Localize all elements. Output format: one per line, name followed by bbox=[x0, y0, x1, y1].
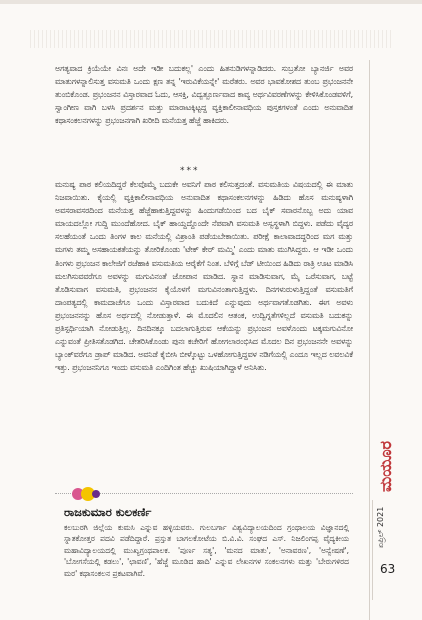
margin-rule-2 bbox=[372, 500, 373, 600]
page-number: 63 bbox=[380, 562, 396, 576]
magazine-logo: ಮಯೂರ bbox=[376, 440, 395, 492]
paragraph-text: ಅಗತ್ಯವಾದ ಕ್ರಿಯೆಯೇ ವಿನಃ ಅದೇ ಇಡೀ ಬದುಕಲ್ಲ' ಎಂದು ಹಿತನುಡಿಗಳನ್ನಾಡಿದರು. ಸುಬ್ರತೋ ಬ್ಯಾನರ್ಜಿ ಅವರ ಮಾತುಗಳನ್ನಾಲಿಸುತ್ತ ವಸುಮತಿ ಒಂದು ಕ್ಷಣ ತನ್ನ 'ಇರುವಿಕೆಯನ್ನೇ' ಮರೆತರು. ಅವರ ಭಾವಕೋಶದ ತುಂಬ ಪ್ರಭಂಜನನೇ ತುಂಬಿಕೊಂಡ. ಪ್ರಭಂಜನನ ವಿಸ್ತಾರವಾದ ಓದು, ಆಸಕ್ತಿ, ವಿದ್ವತ್ಪೂರ್ಣವಾದ ಕಾವ್ಯ ಅರ್ಥವಿವರಣೆಗಳನ್ನು ಕೇಳಿಸಿಕೊಂಡವಳಿಗೆ, ಸ್ವಾಂಗೀಣ ವಾಗಿ ಬಳಸಿ ಪ್ರದರ್ಶನ ಮತ್ತು ಮಾರಾಟಕ್ಕಿಟ್ಟದ್ದ ವ್ಯಕ್ತಿಕಾಲೀನಾವಧಿಯ ಪುಸ್ತಕಗಳಂತೆ ಎಂದು ಅನುವಾದಿತ ಕಥಾಸಂಕಲನಗಳನ್ನು ಪ್ರಭಂಜನಗಾಗಿ ಖರೀದಿ ಮನೆಯತ್ತ ಹೆಜ್ಜೆ ಹಾಕಿದರು. bbox=[55, 64, 353, 126]
top-border bbox=[0, 0, 422, 4]
paragraph-text: ಮನುಷ್ಯ ಪಾಠ ಕಲಿಯದಿದ್ದರೆ ಕೆಲವೊಮ್ಮೆ ಬದುಕೇ ಅವನಿಗೆ ಪಾಠ ಕಲಿಸುತ್ತದಂತೆ. ವಸುಮತಿಯ ವಿಷಯದಲ್ಲಿ ಈ ಮಾತು ನಿಜವಾಯಿತು. ಕೈಯಲ್ಲಿ ವ್ಯಕ್ತಿಕಾಲೀನಾವಧಿಯ ಅನುವಾದಿತ ಕಥಾಸಂಕಲನಗಳನ್ನು ಹಿಡಿದು ಹೊಸ ಮನುಷ್ಯಳಾಗಿ ಅವಸರಾವಸರದಿಂದ ಮನೆಯತ್ತ ಹೆಜ್ಜೆಹಾಕುತ್ತಿದ್ದವಳನ್ನು ಹಿಂದುಗಡೆಯಿಂದ ಬದ ಬೈಕ್ ಸವಾರನೊಬ್ಬ ಅದು ಯಾವ ಮಾಯದಲ್ಲೋ ಗುದ್ದಿ ಮುಂದೆಹೋದ. ಬೈಕ್ ಹಾಯ್ದದ್ದೊಂದೇ ನೆಪವಾಗಿ ವಸುಮತಿ ಅಸ್ವಸ್ಥಳಾಗಿ ಬಿದ್ದಳು. ಪಡೆದು ವೈದ್ಯರ ಸಲಹೆಯಂತೆ ಒಂದು ತಿಂಗಳ ಕಾಲ ಮನೆಯಲ್ಲಿ ವಿಶ್ರಾಂತಿ ಪಡೆಯಬೇಕಾಯಿತು. ಪರೀಕ್ಷೆ ಕಾಲಾವಾದದ್ದರಿಂದ ಮಗ ಮತ್ತು ಮಗಳು ತಮ್ಮ ಅಸಹಾಯಕತೆಯನ್ನು ತೋರಿಕೊಂಡು 'ಟೇಕ್ ಕೇರ್ ಮಮ್ಮಿ' ಎಂದು ಮಾತು ಮುಗಿಸಿದ್ದರು. ಆ ಇಡೀ ಒಂದು ತಿಂಗಳು ಪ್ರಭಂಜನ ಕಾಲೇಜಿಗೆ ರಜೆಹಾಕಿ ವಸುಮತಿಯ ಆರೈಕೆಗೆ ನಿಂತ. ಬೆಳಿಗ್ಗೆ ಬೆಡ್ ಟೀಯಿಂದ ಹಿಡಿದು ರಾತ್ರಿ ಊಟ ಮಾಡಿಸಿ ಮಲಗಿಸುವವರೆಗೂ ಅವಳನ್ನು ಮಗುವಿನಂತೆ ಜೋಪಾನ ಮಾಡಿದ. ಸ್ನಾನ ಮಾಡಿಸುವಾಗ, ಮೈ ಒರೆಸುವಾಗ, ಬಟ್ಟೆ ತೊಡಿಸುವಾಗ ವಸುಮತಿ, ಪ್ರಭಂಜನನ ಕೈಯೊಳಗೆ ಮಗುವಿನಂತಾಗುತ್ತಿದ್ದಳು. ದಿನಗಳುರುಳುತ್ತಿದ್ದಂತೆ ವಸುಮತಿಗೆ ದಾಂಪತ್ಯದಲ್ಲಿ ಕಾಮದಾಚೆಗೂ ಒಂದು ವಿಸ್ತಾರವಾದ ಬದುಕಿದೆ ಎನ್ನುವುದು ಅರ್ಥವಾಗತೊಡಗಿತು. ಈಗ ಅವಳು ಪ್ರಭಂಜನನನ್ನು ಹೊಸ ಅರ್ಥದಲ್ಲಿ ನೋಡುತ್ತಾಳೆ. ಈ ಮೊದಲಿನ ಆತಂಕ, ಉದ್ವಿಗ್ನತೆಗಳಿಲ್ಲದೆ ವಸುಮತಿ ಬದುಕನ್ನು ಪ್ರತಿಸ್ಪರ್ಧಿಯಾಗಿ ನೋಡುತ್ತಿಲ್ಲ. ದಿನದಿನಕ್ಕೂ ಬದಲಾಗುತ್ತಿರುವ ಆಕೆಯನ್ನು ಪ್ರಭಂಜನ ಅವಳೊಂದು ಟಕ್ಕಮಗುವಿನೋ ಎನ್ನುವಂತೆ ಪ್ರೀತಿಸತೊಡಗಿದ. ಚೇತರಿಸಿಕೊಂಡು ಪುನಃ ಕಚೇರಿಗೆ ಹೋಗಲಾರಂಭಿಸಿದ ಮೊದಲ ದಿನ ಪ್ರಭಂಜನನೇ ಅವಳನ್ನು ಬ್ಯಾಂಕ್‌ವರೆಗೂ ಡ್ರಾಪ್ ಮಾಡಿದ. ಅವನಿಡೆ ಕೈಬೀಸಿ ಬೀಳ್ಕೊಟ್ಟು ಒಳಹೋಗುತ್ತಿದ್ದವಳ ನಡಿಗೆಯಲ್ಲಿ ಎಂದೂ ಇಲ್ಲದ ಲವಲವಿಕೆ ಇತ್ತು. ಪ್ರಭಂಜನನಿಗೂ ಇಂದು ವಸುಮತಿ ಎಂದಿಗಿಂತ ಹೆಚ್ಚು ಖುಷಿಯಾಗಿದ್ದಾಳೆ ಅನಿಸಿತು. bbox=[55, 180, 353, 373]
issue-date: ಏಪ್ರಿಲ್ 2021 bbox=[376, 506, 385, 548]
section-break-stars: *** bbox=[180, 166, 200, 176]
article-paragraph-2 bbox=[55, 178, 353, 374]
author-name: ರಾಜಕುಮಾರ ಕುಲಕರ್ಣಿ bbox=[64, 505, 152, 519]
purple-dot-icon bbox=[92, 490, 100, 498]
author-bio: ಕಲಬುರಗಿ ಜಿಲ್ಲೆಯ ಕುಮಸಿ ಎನ್ನುವ ಹಳ್ಳಿಯವರು. ಗುಲಬರ್ಗಾ ವಿಶ್ವವಿದ್ಯಾಲಯದಿಂದ ಗ್ರಂಥಾಲಯ ವಿಜ್ಞಾನದಲ್ಲಿ ಸ್ನಾತಕೋತ್ತರ ಪದವಿ ಪಡೆದಿದ್ದಾರೆ. ಪ್ರಸ್ತುತ ಬಾಗಲಕೋಟೆಯ ಬಿ.ವಿ.ವಿ. ಸಂಘದ ಎಸ್. ನಿಜಲಿಂಗಪ್ಪ ವೈದ್ಯಕೀಯ ಮಹಾವಿದ್ಯಾಲಯದಲ್ಲಿ ಮುಖ್ಯಗ್ರಂಥಪಾಲಕ. 'ಪುರ್ಣ ಸತ್ಯ', 'ಮನದ ಮಾತು', 'ಅನಾವರಣ', 'ಅನ್ವೇಷಣೆ', 'ಬೋಗಸೆಯಲ್ಲಿ ಕಡಲು', 'ಛಾವಣಿ', 'ಹೆಜ್ಜೆ ಮೂಡಿದ ಹಾದಿ' ಎನ್ನುವ ಲೇಖನಗಳ ಸಂಕಲನಗಳು ಮತ್ತು 'ಬೇರುಗಳಿರದ ಮರ' ಕಥಾಸಂಕಲನ ಪ್ರಕಟವಾಗಿವೆ. bbox=[64, 523, 349, 578]
margin-rule bbox=[369, 60, 370, 620]
decorative-stripe bbox=[30, 30, 392, 48]
decorative-dots bbox=[72, 487, 112, 501]
article-paragraph-1 bbox=[55, 62, 353, 127]
